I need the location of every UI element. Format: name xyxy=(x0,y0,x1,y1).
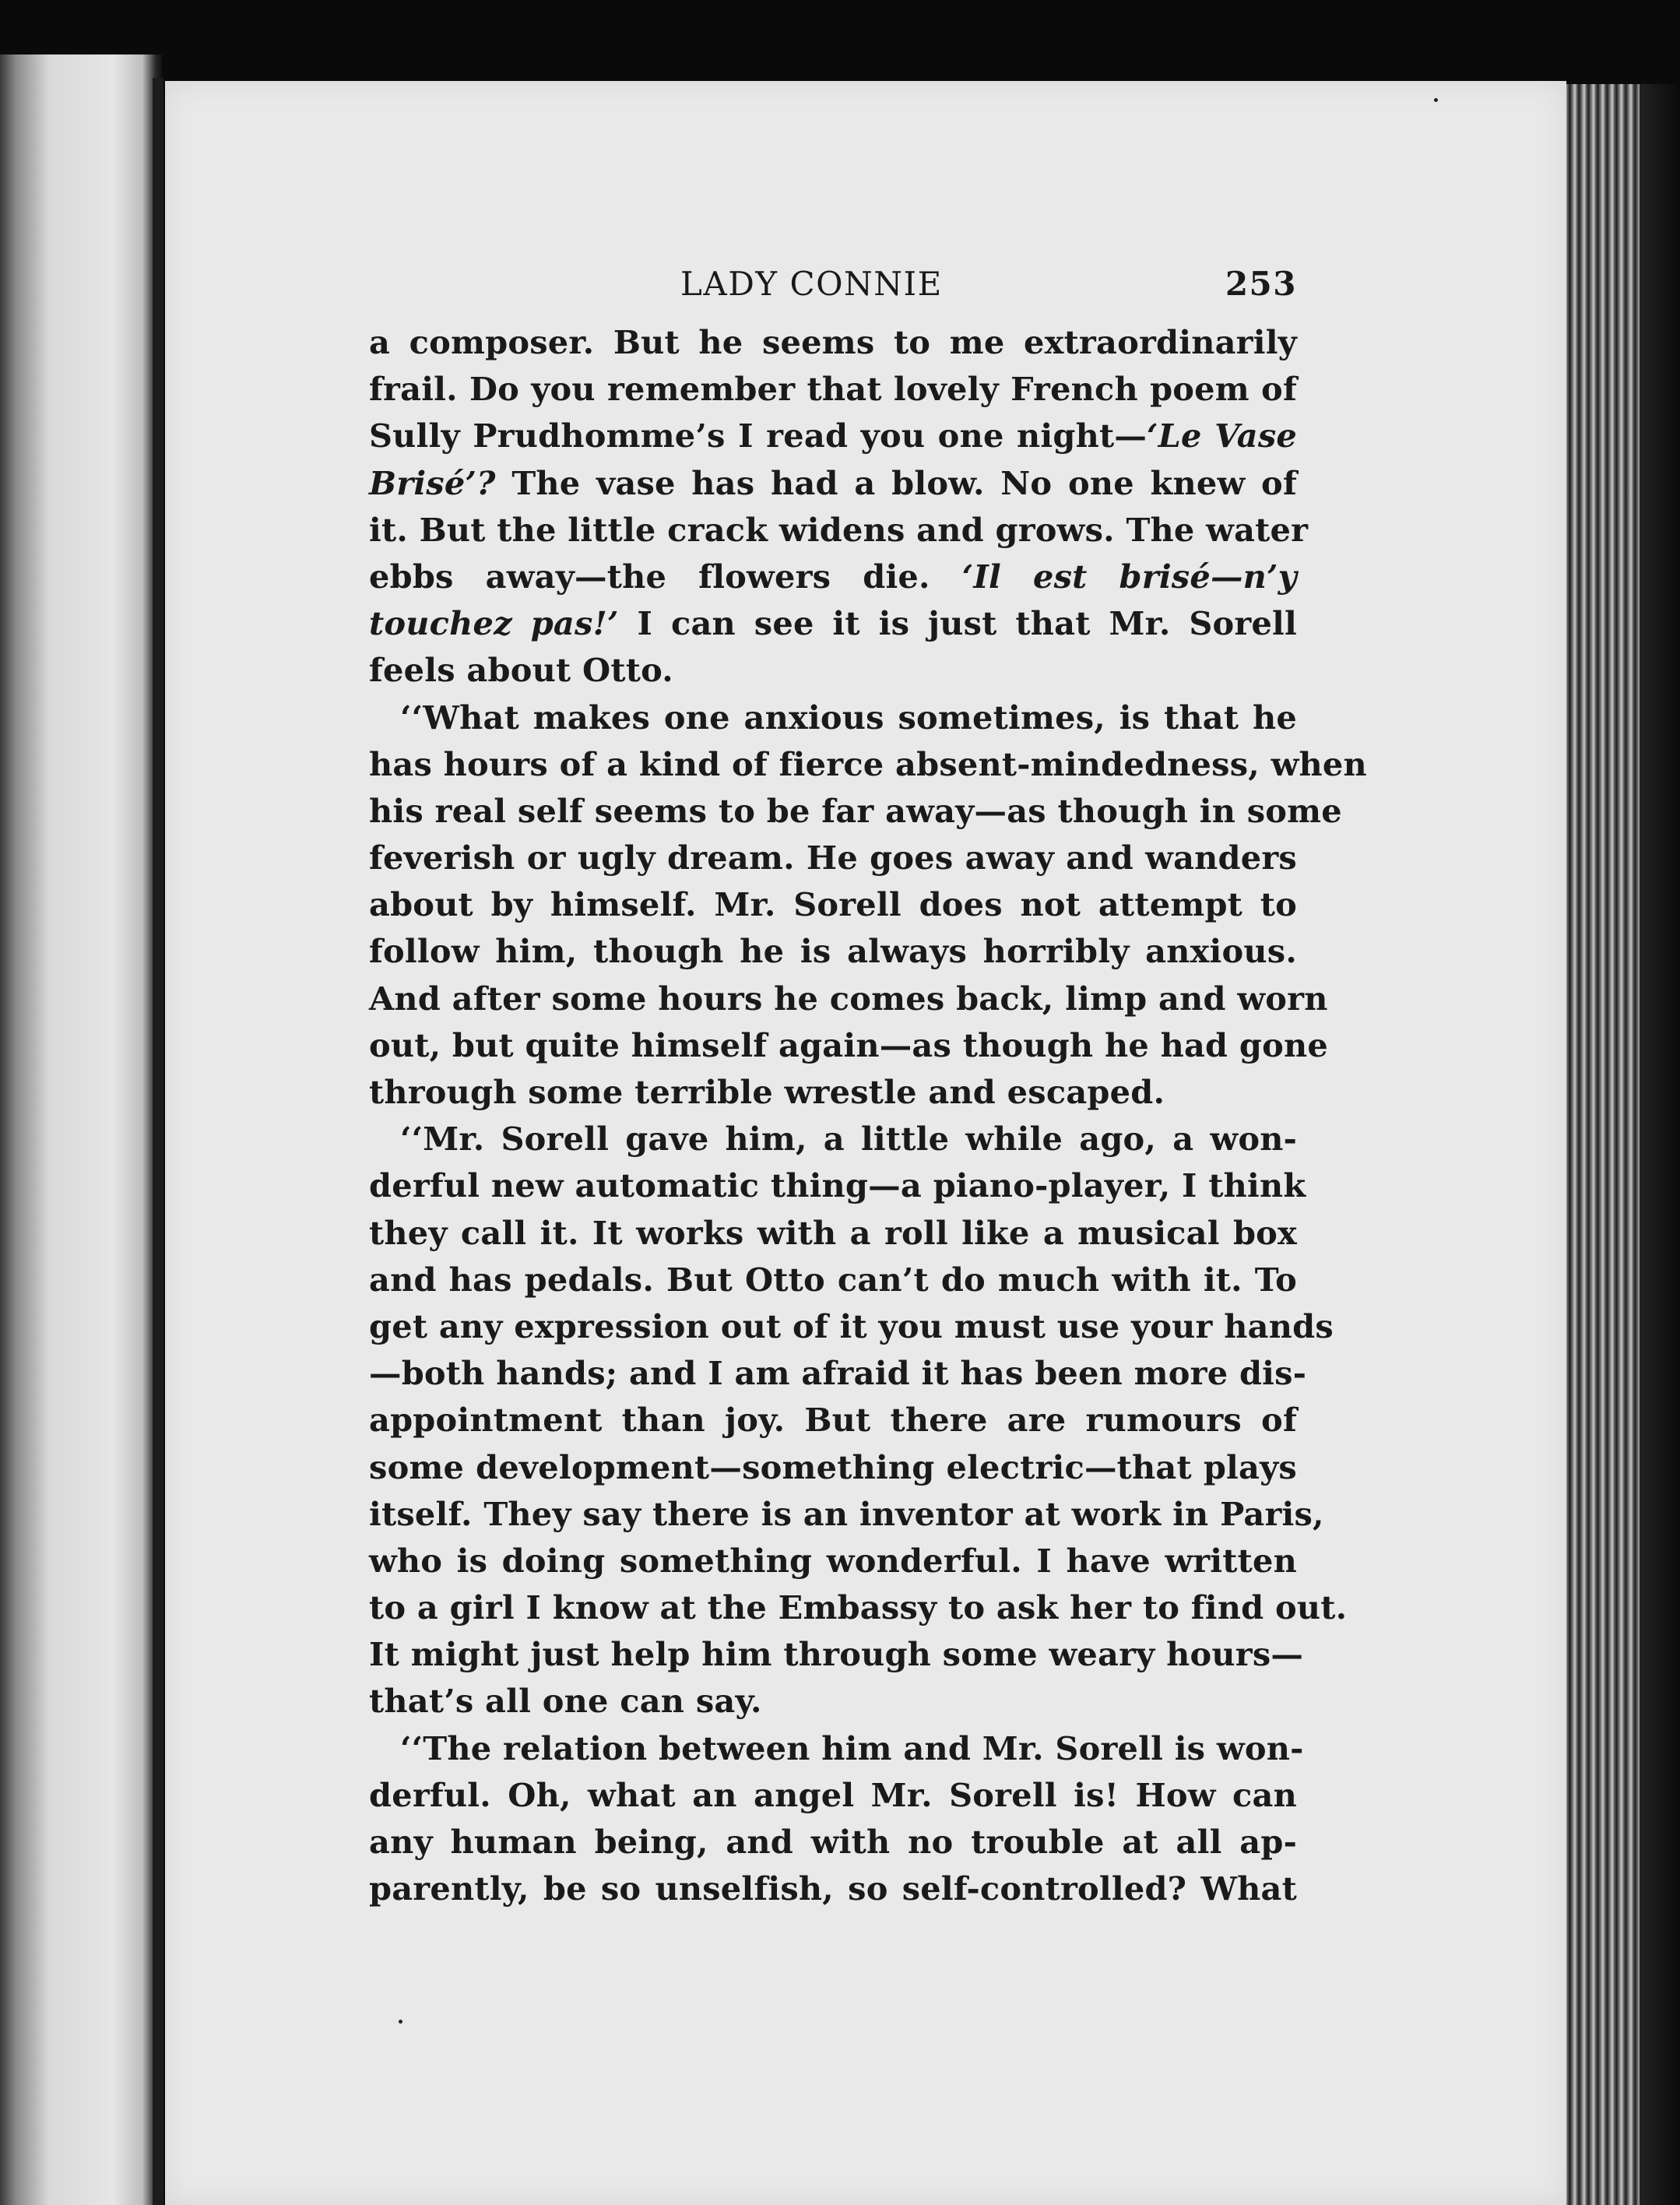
text-line: ‘‘The relation between him and Mr. Sorell is won- xyxy=(400,1728,1304,1767)
text-line: ebbs away—the flowers die. ‘Il est brisé—n’y xyxy=(369,557,1297,596)
text-line: it. But the little crack widens and grows. The water xyxy=(369,510,1309,549)
text-line: parently, be so unselfish, so self-controlled? What xyxy=(369,1869,1297,1908)
text-line: to a girl I know at the Embassy to ask her to find out. xyxy=(369,1588,1348,1627)
text-line: follow him, though he is always horribly anxious. xyxy=(369,932,1297,971)
text-line: ‘‘Mr. Sorell gave him, a little while ago, a won- xyxy=(400,1120,1297,1159)
text-line: out, but quite himself again—as though he had gone xyxy=(369,1025,1328,1064)
text-line: any human being, and with no trouble at all ap- xyxy=(369,1823,1297,1861)
text-line: touchez pas!’ I can see it is just that Mr. Sorell xyxy=(369,604,1297,643)
text-line: derful. Oh, what an angel Mr. Sorell is! How can xyxy=(369,1775,1297,1814)
text-line: Sully Prudhomme’s I read you one night—‘Le Vase xyxy=(369,417,1297,455)
text-line: get any expression out of it you must use your hands xyxy=(369,1306,1334,1345)
text-line: Brisé’? The vase has had a blow. No one knew of xyxy=(369,463,1297,502)
page-text-block xyxy=(369,265,1367,1912)
text-line: ‘‘What makes one anxious sometimes, is that he xyxy=(400,698,1297,737)
text-line: and has pedals. But Otto can’t do much with it. To xyxy=(369,1260,1297,1299)
text-line: they call it. It works with a roll like a musical box xyxy=(369,1213,1297,1252)
text-line: a composer. But he seems to me extraordinarily xyxy=(369,323,1297,361)
text-line: about by himself. Mr. Sorell does not attempt to xyxy=(369,885,1297,924)
text-line: his real self seems to be far away—as though in some xyxy=(369,791,1342,830)
text-line: And after some hours he comes back, limp and worn xyxy=(369,979,1328,1018)
page-stack-edge xyxy=(1561,84,1680,2205)
text-line: that’s all one can say. xyxy=(369,1682,762,1721)
text-line: through some terrible wrestle and escaped. xyxy=(369,1073,1165,1111)
text-line: —both hands; and I am afraid it has been more dis- xyxy=(369,1354,1307,1393)
text-line: frail. Do you remember that lovely French poem of xyxy=(369,370,1297,409)
running-head xyxy=(369,265,1297,319)
book-gutter xyxy=(153,78,163,2205)
text-line: who is doing something wonderful. I have written xyxy=(369,1541,1297,1580)
text-line: itself. They say there is an inventor at work in Paris, xyxy=(369,1494,1324,1533)
speck-mark xyxy=(399,2020,402,2024)
text-line: feverish or ugly dream. He goes away and wanders xyxy=(369,839,1297,877)
text-line: feels about Otto. xyxy=(369,651,673,690)
body-text xyxy=(369,319,1367,1912)
running-title: LADY CONNIE xyxy=(680,265,943,303)
page-number: 253 xyxy=(1225,265,1297,303)
facing-page-edge xyxy=(0,55,162,2205)
speck-mark xyxy=(1434,98,1438,102)
text-line: has hours of a kind of fierce absent-mindedness, when xyxy=(369,744,1367,783)
text-line: It might just help him through some weary hours— xyxy=(369,1635,1304,1674)
text-line: some development—something electric—that plays xyxy=(369,1447,1297,1486)
text-line: derful new automatic thing—a piano-player, I think xyxy=(369,1166,1306,1205)
text-line: appointment than joy. But there are rumours of xyxy=(369,1401,1297,1440)
